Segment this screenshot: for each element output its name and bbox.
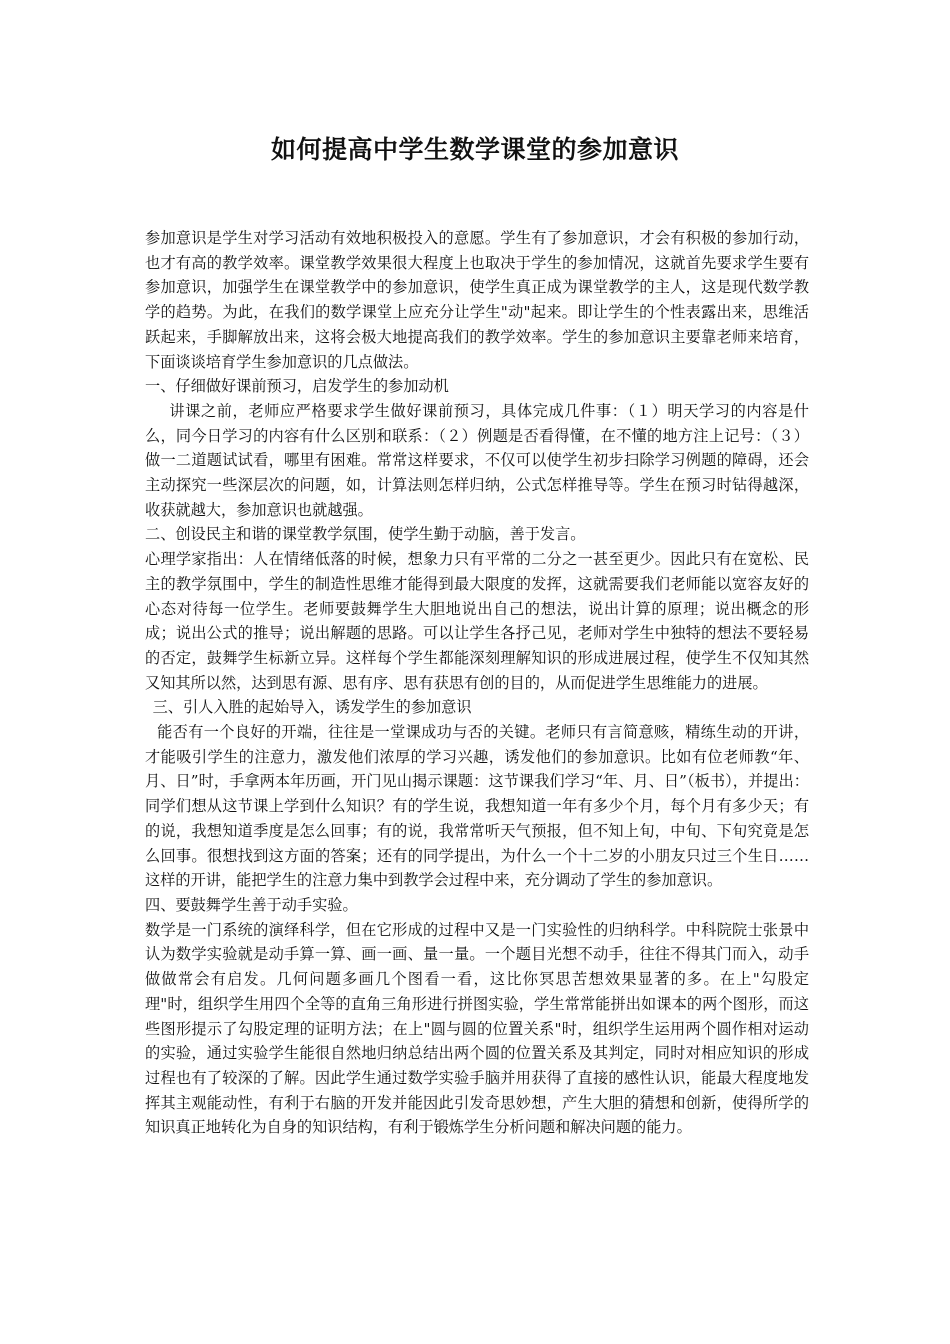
section-heading-3: 三、引人入胜的起始导入，诱发学生的参加意识	[152, 698, 472, 717]
section-heading-1: 一、仔细做好课前预习，启发学生的参加动机	[145, 377, 449, 396]
document-title: 如何提高中学生数学课堂的参加意识	[270, 135, 679, 164]
section-paragraph-4: 数学是一门系统的演绎科学，但在它形成的过程中又是一门实验性的归纳科学。中科院院士张景中认为数学实验就是动手算一算、画一画、量一量。一个题目光想不动手，往往不得其门而入，动手做做常会有启发。几何问题多画几个图看一看，这比你冥思苦想效果显著的多。在上"勾股定理"时，组织学生用四个全等的直角三角形进行拼图实验，学生常常能拼出如课本的两个图形，而这些图形提示了勾股定理的证明方法；在上"圆与圆的位置关系"时，组织学生运用两个圆作相对运动的实验，通过实验学生能很自然地归纳总结出两个圆的位置关系及其判定，同时对相应知识的形成过程也有了较深的了解。因此学生通过数学实验手脑并用获得了直接的感性认识，能最大程度地发挥其主观能动性，有利于右脑的开发并能因此引发奇思妙想，产生大胆的猜想和创新，使得所学的知识真正地转化为自身的知识结构，有利于锻炼学生分析问题和解决问题的能力。	[145, 920, 809, 1137]
section-paragraph-3: 能否有一个良好的开端，往往是一堂课成功与否的关键。老师只有言简意赅，精练生动的开讲，才能吸引学生的注意力，激发他们浓厚的学习兴趣，诱发他们的参加意识。比如有位老师教“年、月、日”时，手拿两本年历画，开门见山揭示课题：这节课我们学习“年、月、日”（板书），并提出：同学们想从这节课上学到什么知识？有的学生说，我想知道一年有多少个月，每个月有多少天；有的说，我想知道季度是怎么回事；有的说，我常常听天气预报，但不知上旬，中旬、下旬究竟是怎么回事。很想找到这方面的答案；还有的同学提出，为什么一个十二岁的小朋友只过三个生日……这样的开讲，能把学生的注意力集中到教学会过程中来，充分调动了学生的参加意识。	[145, 723, 809, 890]
section-paragraph-1: 讲课之前，老师应严格要求学生做好课前预习，具体完成几件事：（１）明天学习的内容是什么，同今日学习的内容有什么区别和联系：（２）例题是否看得懂，在不懂的地方注上记号：（３）做一二道题试试看，哪里有困难。常常这样要求，不仅可以使学生初步扫除学习例题的障碍，还会主动探究一些深层次的问题，如，计算法则怎样归纳，公式怎样推导等。学生在预习时钻得越深，收获就越大，参加意识也就越强。	[145, 401, 809, 519]
document-body	[145, 226, 809, 1140]
section-heading-4: 四、要鼓舞学生善于动手实验。	[145, 895, 358, 914]
section-heading-2: 二、创设民主和谐的课堂教学氛围，使学生勤于动脑，善于发言。	[145, 525, 586, 544]
intro-paragraph: 参加意识是学生对学习活动有效地积极投入的意愿。学生有了参加意识，才会有积极的参加行动，也才有高的教学效率。课堂教学效果很大程度上也取决于学生的参加情况，这就首先要求学生要有参加意识，加强学生在课堂教学中的参加意识，使学生真正成为课堂教学的主人，这是现代数学教学的趋势。为此，在我们的数学课堂上应充分让学生"动"起来。即让学生的个性表露出来，思维活跃起来，手脚解放出来，这将会极大地提高我们的教学效率。学生的参加意识主要靠老师来培育，下面谈谈培育学生参加意识的几点做法。	[145, 229, 809, 371]
section-paragraph-2: 心理学家指出：人在情绪低落的时候，想象力只有平常的二分之一甚至更少。因此只有在宽松、民主的教学氛围中，学生的制造性思维才能得到最大限度的发挥，这就需要我们老师能以宽容友好的心态对待每一位学生。老师要鼓舞学生大胆地说出自己的想法，说出计算的原理；说出概念的形成；说出公式的推导；说出解题的思路。可以让学生各抒己见，老师对学生中独特的想法不要轻易的否定，鼓舞学生标新立异。这样每个学生都能深刻理解知识的形成进展过程，使学生不仅知其然又知其所以然，达到思有源、思有序、思有获思有创的目的，从而促进学生思维能力的进展。	[145, 550, 809, 692]
